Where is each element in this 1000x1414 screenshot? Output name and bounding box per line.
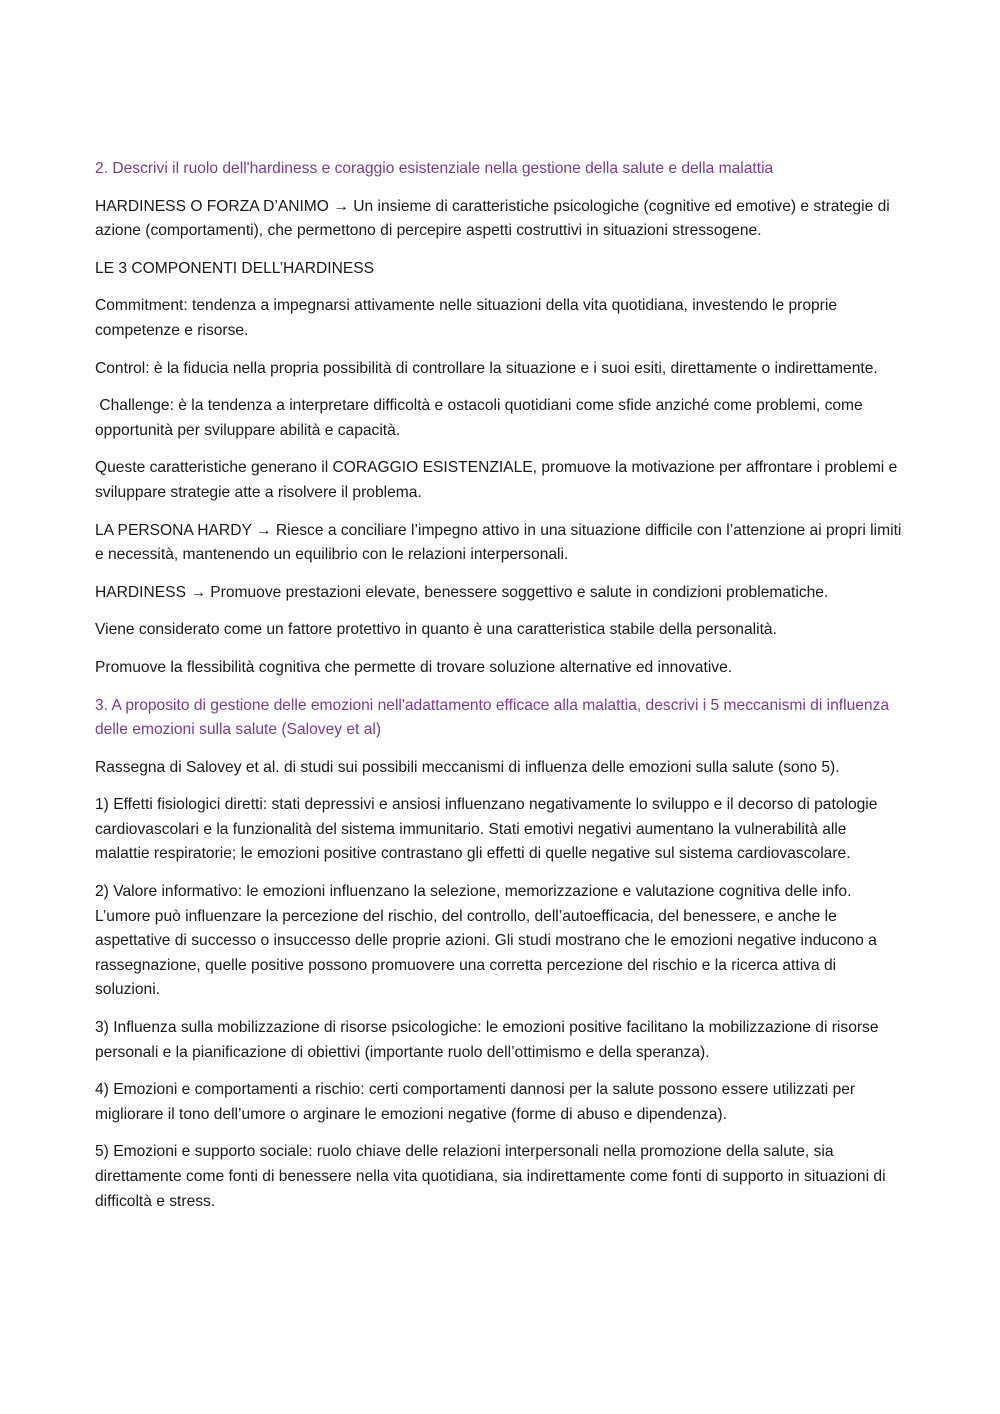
- hardiness-effect-text: Promuove prestazioni elevate, benessere soggettivo e salute in condizioni problematiche.: [205, 583, 829, 601]
- persona-hardy-paragraph: [95, 519, 905, 568]
- mechanism-1-paragraph: 1) Effetti fisiologici diretti: stati depressivi e ansiosi influenzano negativamente lo sviluppo e il decorso di patologie cardiovascolari e la funzionalità del sistema immunitario. Stati emotivi negativi aumentano la vulnerabilità alle malattie respiratorie; le emozioni positive contrastano gli effetti di quelle negative sul sistema cardiovascolare.: [95, 796, 878, 863]
- arrow-right-icon: →: [333, 197, 349, 215]
- persona-hardy-term: LA PERSONA HARDY: [95, 521, 252, 539]
- mechanism-2-paragraph: 2) Valore informativo: le emozioni influenzano la selezione, memorizzazione e valutazione cognitiva delle info. L’umore può influenzare la percezione del rischio, del controllo, dell’autoefficacia, del benessere, e anche le aspettative di successo o insuccesso delle proprie azioni. Gli studi mostrano che le emozioni negative inducono a rassegnazione, quelle positive possono promuovere una corretta percezione del rischio e la ricerca attiva di soluzioni.: [95, 883, 877, 999]
- challenge-paragraph: Challenge: è la tendenza a interpretare difficoltà e ostacoli quotidiani come sfide anziché come problemi, come opportunità per sviluppare abilità e capacità.: [95, 397, 868, 439]
- coraggio-paragraph: Queste caratteristiche generano il CORAGGIO ESISTENZIALE, promuove la motivazione per affrontare i problemi e sviluppare strategie atte a risolvere il problema.: [95, 459, 898, 501]
- document-page: [95, 157, 905, 1227]
- question-2-heading: 2. Descrivi il ruolo dell'hardiness e coraggio esistenziale nella gestione della salute e della malattia: [95, 160, 774, 177]
- hardiness-effect-paragraph: [95, 581, 905, 606]
- components-title: LE 3 COMPONENTI DELL’HARDINESS: [95, 259, 375, 277]
- hardiness-effect-term: HARDINESS: [95, 583, 186, 601]
- arrow-right-icon: →: [190, 583, 206, 601]
- control-paragraph: Control: è la fiducia nella propria possibilità di controllare la situazione e i suoi esiti, direttamente o indirettamente.: [95, 359, 878, 377]
- arrow-right-icon: →: [255, 521, 272, 539]
- rassegna-paragraph: Rassegna di Salovey et al. di studi sui possibili meccanismi di influenza delle emozioni sulla salute (sono 5).: [95, 758, 840, 776]
- commitment-paragraph: Commitment: tendenza a impegnarsi attivamente nelle situazioni della vita quotidiana, investendo le proprie competenze e risorse.: [95, 297, 837, 339]
- mechanism-4-paragraph: 4) Emozioni e comportamenti a rischio: certi comportamenti dannosi per la salute possono essere utilizzati per migliorare il tono dell’umore o arginare le emozioni negative (forme di abuso e dipendenza).: [95, 1081, 856, 1123]
- persona-hardy-text: Riesce a conciliare l’impegno attivo in una situazione difficile con l’attenzione ai propri limiti e necessità, mantenendo un equilibrio con le relazioni interpersonali.: [95, 521, 902, 564]
- hardiness-definition-text: Un insieme di caratteristiche psicologiche (cognitive ed emotive) e strategie di azione (comportamenti), che permettono di percepire aspetti costruttivi in situazioni stressogene.: [95, 197, 890, 240]
- hardiness-definition: [95, 195, 905, 244]
- flessibilita-paragraph: Promuove la flessibilità cognitiva che permette di trovare soluzione alternative ed innovative.: [95, 658, 733, 676]
- mechanism-5-paragraph: 5) Emozioni e supporto sociale: ruolo chiave delle relazioni interpersonali nella promozione della salute, sia direttamente come fonti di benessere nella vita quotidiana, sia indirettamente come fonti di supporto in situazioni di difficoltà e stress.: [95, 1143, 886, 1210]
- fattore-protettivo-paragraph: Viene considerato come un fattore protettivo in quanto è una caratteristica stabile della personalità.: [95, 621, 777, 639]
- hardiness-term: HARDINESS O FORZA D’ANIMO: [95, 197, 329, 215]
- mechanism-3-paragraph: 3) Influenza sulla mobilizzazione di risorse psicologiche: le emozioni positive facilitano la mobilizzazione di risorse personali e la pianificazione di obiettivi (importante ruolo dell’ottimismo e della speranza).: [95, 1019, 879, 1061]
- question-3-heading: 3. A proposito di gestione delle emozioni nell'adattamento efficace alla malattia, descrivi i 5 meccanismi di influenza delle emozioni sulla salute (Salovey et al): [95, 696, 890, 739]
